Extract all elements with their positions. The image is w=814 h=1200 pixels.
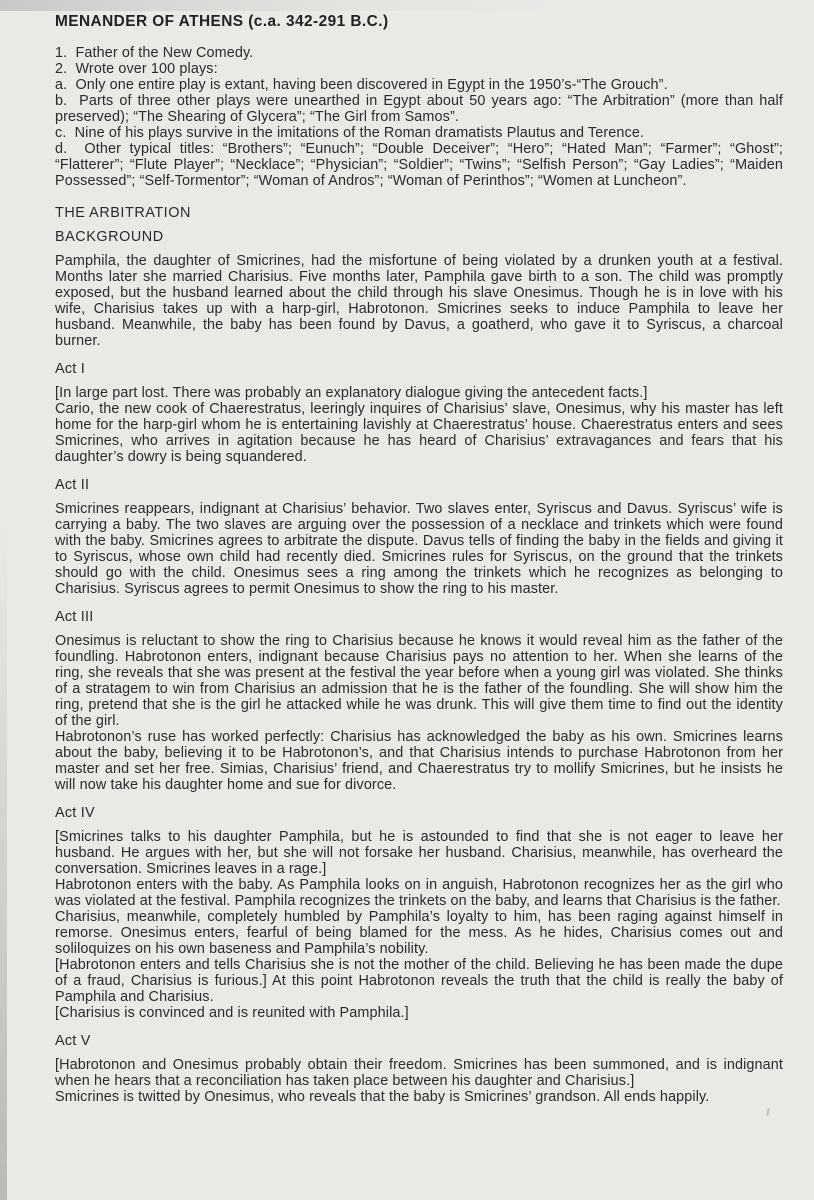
act-2-heading: Act II	[55, 477, 90, 493]
act-3-block-2: Habrotonon’s ruse has worked perfectly: Charisius has acknowledged the baby as his own. Smicrines learns about the baby, believing it to be Habrotonon’s, and that Charisius intends to purchase Habrotonon from her master and set her free. Simias, Charisius’ friend, and Chaerestratus try to mollify Smicrines, but he insists he will now take his daughter home and sue for divorce.	[55, 729, 783, 793]
act-4-block-5: [Charisius is convinced and is reunited with Pamphila.]	[55, 1005, 409, 1021]
document-content	[55, 14, 783, 1105]
act-5-block-2: Smicrines is twitted by Onesimus, who reveals that the baby is Smicrines’ grandson. All ends happily.	[55, 1089, 710, 1105]
act-4-block-4: [Habrotonon enters and tells Charisius she is not the mother of the child. Believing he has been made the dupe of a fraud, Charisius is furious.] At this point Habrotonon reveals the truth that the child is really the baby of Pamphila and Charisius.	[55, 957, 783, 1005]
act-3-block-1: Onesimus is reluctant to show the ring to Charisius because he knows it would reveal him as the father of the foundling. Habrotonon enters, indignant because Charisius pays no attention to her. When she learns of the ring, she reveals that she was present at the festival the year before when a young girl was violated. She thinks of a stratagem to win from Charisius an admission that he is the father of the foundling. She will show him the ring, pretend that she is the girl he attacked while he was drunk. This will give them time to find out the identity of the girl.	[55, 633, 783, 729]
act-5-heading: Act V	[55, 1033, 91, 1049]
fact-item-c: c. Nine of his plays survive in the imitations of the Roman dramatists Plautus and Terence.	[55, 125, 645, 141]
act-1-heading: Act I	[55, 361, 86, 377]
act-4-heading: Act IV	[55, 805, 95, 821]
document-title: MENANDER OF ATHENS (c.a. 342-291 B.C.)	[55, 13, 389, 30]
fact-item-b: b. Parts of three other plays were unearthed in Egypt about 50 years ago: “The Arbitration” (more than half preserved); “The Shearing of Glycera”; “The Girl from Samos”.	[55, 93, 783, 125]
fact-item-2: 2. Wrote over 100 plays:	[55, 61, 218, 77]
facts-list	[55, 45, 783, 189]
act-3-heading: Act III	[55, 609, 94, 625]
act-4-block-3: Charisius, meanwhile, completely humbled by Pamphila’s loyalty to him, has been raging against himself in remorse. Onesimus enters, fearful of being blamed for the mess. As he hides, Charisius comes out and soliloquizes on his own baseness and Pamphila’s nobility.	[55, 909, 783, 957]
act-2-block-1: Smicrines reappears, indignant at Charisius’ behavior. Two slaves enter, Syriscus and Davus. Syriscus’ wife is carrying a baby. The two slaves are arguing over the possession of a necklace and trinkets which were found with the baby. Smicrines agrees to arbitrate the dispute. Davus tells of finding the baby in the fields and giving it to Syriscus, whose own child had recently died. Smicrines rules for Syriscus, on the ground that the trinkets should go with the child. Onesimus sees a ring among the trinkets which he recognizes as belonging to Charisius. Syriscus agrees to permit Onesimus to show the ring to his master.	[55, 501, 783, 597]
section-heading-background: BACKGROUND	[55, 229, 164, 245]
fact-item-1: 1. Father of the New Comedy.	[55, 45, 254, 61]
act-5-block-1: [Habrotonon and Onesimus probably obtain their freedom. Smicrines has been summoned, and is indignant when he hears that a reconciliation has taken place between his daughter and Charisius.]	[55, 1057, 783, 1089]
section-heading-the-arbitration: THE ARBITRATION	[55, 205, 191, 221]
act-1-block-2: Cario, the new cook of Chaerestratus, leeringly inquires of Charisius’ slave, Onesimus, why his master has left home for the harp-girl whom he is entertaining lavishly at Chaerestratus’ house. Chaerestratus enters and sees Smicrines, who arrives in agitation because he has heard of Charisius’ extravagances and fears that his daughter’s dowry is being squandered.	[55, 401, 783, 465]
scan-left-edge-artifact	[0, 520, 7, 1200]
scan-speck	[766, 1108, 769, 1116]
scan-top-edge-artifact	[0, 0, 814, 11]
fact-item-a: a. Only one entire play is extant, having been discovered in Egypt in the 1950’s-“The Grouch”.	[55, 77, 668, 93]
fact-item-d: d. Other typical titles: “Brothers”; “Eunuch”; “Double Deceiver”; “Hero”; “Hated Man”; “Farmer”; “Ghost”; “Flatterer”; “Flute Player”; “Necklace”; “Physician”; “Soldier”; “Twins”; “Selfish Person”; “Gay Ladies”; “Maiden Possessed”; “Self-Tormentor”; “Woman of Andros”; “Woman of Perinthos”; “Women at Luncheon”.	[55, 141, 783, 189]
act-4-block-1: [Smicrines talks to his daughter Pamphila, but he is astounded to find that she is not eager to leave her husband. He argues with her, but she will not forsake her husband. Charisius, meanwhile, has overheard the conversation. Smicrines leaves in a rage.]	[55, 829, 783, 877]
act-4-block-2: Habrotonon enters with the baby. As Pamphila looks on in anguish, Habrotonon recognizes her as the girl who was violated at the festival. Pamphila recognizes the trinkets on the baby, and learns that Charisius is the father.	[55, 877, 783, 909]
background-paragraph: Pamphila, the daughter of Smicrines, had the misfortune of being violated by a drunken youth at a festival. Months later she married Charisius. Five months later, Pamphila gave birth to a son. The child was promptly exposed, but the husband learned about the child through his slave Onesimus. Though he is in love with his wife, Charisius takes up with a harp-girl, Habrotonon. Smicrines seeks to induce Pamphila to leave her husband. Meanwhile, the baby has been found by Davus, a goatherd, who gave it to Syriscus, a charcoal burner.	[55, 253, 783, 349]
act-1-block-1: [In large part lost. There was probably an explanatory dialogue giving the antecedent facts.]	[55, 385, 648, 401]
